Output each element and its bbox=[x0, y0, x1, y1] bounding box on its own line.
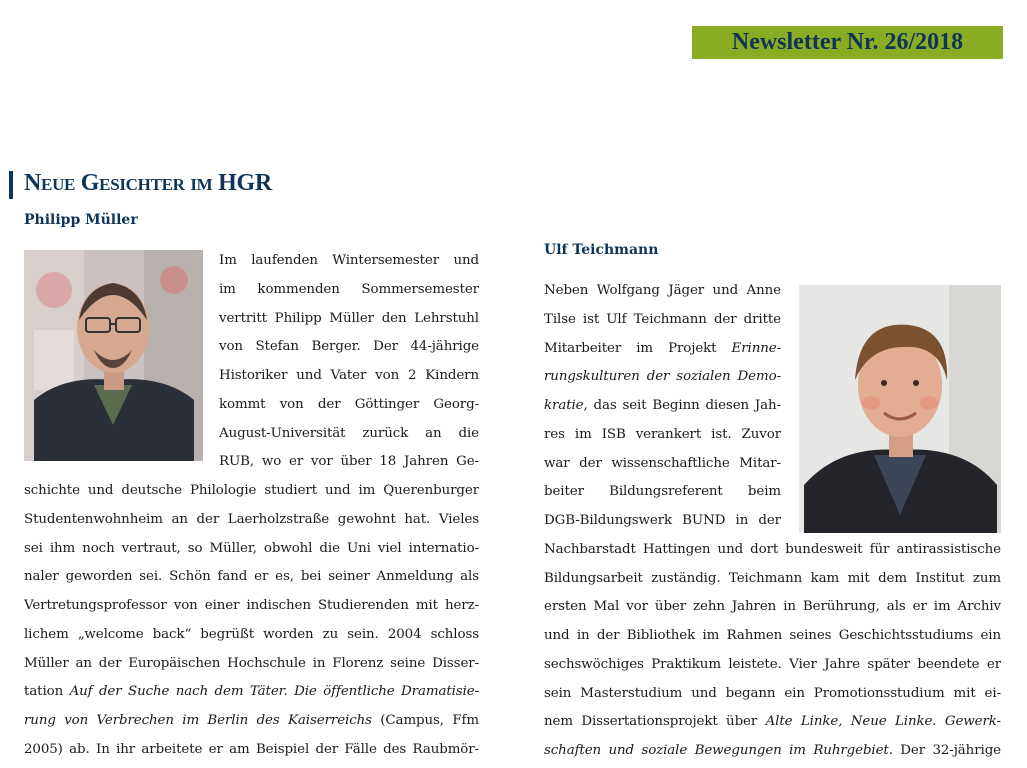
text-line bbox=[544, 622, 1001, 651]
italic-title-text: Auf der Suche nach dem Täter. Die öffentliche Dramatisie- bbox=[69, 684, 479, 700]
body-text: tation bbox=[24, 684, 70, 700]
text-line bbox=[219, 333, 479, 362]
body-text: kommt von der Göttinger Georg- bbox=[219, 396, 479, 412]
text-line bbox=[24, 535, 479, 564]
article-paragraph bbox=[544, 277, 1001, 766]
text-line bbox=[544, 306, 781, 335]
body-text: naler geworden sei. Schön fand er es, bei seiner Anmeldung als bbox=[24, 569, 479, 585]
body-text: Müller an der Europäischen Hochschule in Florenz seine Disser- bbox=[24, 655, 479, 671]
body-text: vertritt Philipp Müller den Lehrstuhl bbox=[219, 310, 479, 326]
body-text: res im ISB verankert ist. Zuvor bbox=[544, 426, 781, 442]
article-paragraph bbox=[24, 247, 479, 765]
text-line bbox=[544, 507, 781, 536]
text-line bbox=[24, 592, 479, 621]
body-text: Historiker und Vater von 2 Kindern bbox=[219, 368, 479, 383]
text-line bbox=[24, 563, 479, 592]
italic-title-text: kratie bbox=[544, 398, 584, 413]
text-line bbox=[544, 708, 1001, 737]
body-text: Mitarbeiter im Projekt bbox=[544, 340, 732, 356]
body-text: 2005) ab. In ihr arbeitete er am Beispiel der Fälle des Raubmör- bbox=[24, 741, 479, 757]
text-line bbox=[544, 421, 781, 450]
italic-title-text: rung von Verbrechen im Berlin des Kaiserreichs bbox=[24, 713, 372, 728]
text-line bbox=[24, 707, 479, 736]
body-text: Bildungsarbeit zuständig. Teichmann kam mit dem Institut zum bbox=[544, 570, 1001, 586]
body-text: beiter Bildungsreferent beim bbox=[544, 484, 781, 500]
text-line bbox=[24, 477, 479, 506]
text-line bbox=[219, 391, 479, 420]
body-text: sein Masterstudium und begann ein Promotionsstudium mit ei- bbox=[544, 685, 1001, 701]
body-text: . Der 32-jährige bbox=[888, 743, 1001, 758]
body-text: ersten Mal vor über zehn Jahren in Berührung, als er im Archiv bbox=[544, 599, 1001, 615]
text-line bbox=[544, 450, 781, 479]
italic-title-text: rungskulturen der sozialen Demo- bbox=[544, 369, 781, 385]
section-title: Neue Gesichter im HGR bbox=[24, 170, 272, 196]
text-line bbox=[544, 651, 1001, 680]
text-line bbox=[24, 678, 479, 707]
body-text: und in der Bibliothek im Rahmen seines Geschichtsstudiums ein bbox=[544, 628, 1001, 643]
italic-title-text: Erinne- bbox=[731, 340, 781, 356]
body-text: nem Dissertationsprojekt über bbox=[544, 714, 766, 730]
article-text-philipp-mueller bbox=[24, 247, 479, 765]
body-text: Im laufenden Wintersemester und bbox=[219, 253, 479, 268]
text-line bbox=[24, 506, 479, 535]
body-text: , das seit Beginn diesen Jah- bbox=[583, 398, 781, 413]
text-line bbox=[544, 536, 1001, 565]
body-text: DGB-Bildungswerk BUND in der bbox=[544, 513, 781, 528]
body-text: Neben Wolfgang Jäger und Anne bbox=[544, 283, 781, 298]
text-line bbox=[24, 736, 479, 765]
text-line bbox=[24, 650, 479, 679]
body-text: RUB, wo er vor über 18 Jahren Ge- bbox=[219, 454, 479, 470]
text-line bbox=[544, 593, 1001, 622]
italic-title-text: schaften und soziale Bewegungen im Ruhrgebiet bbox=[544, 743, 889, 758]
text-line bbox=[24, 621, 479, 650]
section-accent-bar bbox=[9, 171, 13, 199]
body-text: im kommenden Sommersemester bbox=[219, 281, 479, 297]
text-line bbox=[219, 305, 479, 334]
person-name-ulf-teichmann: Ulf Teichmann bbox=[544, 242, 659, 258]
body-text: sechswöchiges Praktikum leistete. Vier Jahre später beendete er bbox=[544, 656, 1001, 672]
body-text: war der wissenschaftliche Mitar- bbox=[544, 455, 781, 471]
text-line bbox=[544, 392, 781, 421]
text-line bbox=[544, 565, 1001, 594]
person-name-philipp-mueller: Philipp Müller bbox=[24, 212, 138, 228]
body-text: von Stefan Berger. Der 44-jährige bbox=[219, 339, 479, 355]
body-text: August-Universität zurück an die bbox=[219, 425, 479, 441]
text-line bbox=[219, 448, 479, 477]
body-text: schichte und deutsche Philologie studiert und im Querenburger bbox=[24, 483, 479, 498]
body-text: Nachbarstadt Hattingen und dort bundesweit für antirassistische bbox=[544, 541, 1001, 557]
body-text: sei ihm noch vertraut, so Müller, obwohl die Uni viel internatio- bbox=[24, 540, 479, 556]
body-text: Tilse ist Ulf Teichmann der dritte bbox=[544, 311, 781, 327]
text-line bbox=[219, 420, 479, 449]
italic-title-text: Alte Linke, Neue Linke. Gewerk- bbox=[765, 714, 1001, 730]
text-line bbox=[544, 680, 1001, 709]
body-text: Studentenwohnheim an der Laerholzstraße gewohnt hat. Vieles bbox=[24, 511, 479, 527]
text-line bbox=[544, 737, 1001, 766]
text-line bbox=[219, 276, 479, 305]
text-line bbox=[544, 478, 781, 507]
text-line bbox=[219, 362, 479, 391]
text-line bbox=[544, 335, 781, 364]
body-text: Vertretungsprofessor von einer indischen Studierenden mit herz- bbox=[24, 598, 479, 613]
body-text: (Campus, Ffm bbox=[371, 713, 479, 728]
text-line bbox=[544, 277, 781, 306]
text-line bbox=[219, 247, 479, 276]
body-text: lichem „welcome back“ begrüßt worden zu sein. 2004 schloss bbox=[24, 626, 479, 642]
text-line bbox=[544, 363, 781, 392]
newsletter-number-badge: Newsletter Nr. 26/2018 bbox=[692, 26, 1003, 59]
article-text-ulf-teichmann bbox=[544, 277, 1001, 766]
